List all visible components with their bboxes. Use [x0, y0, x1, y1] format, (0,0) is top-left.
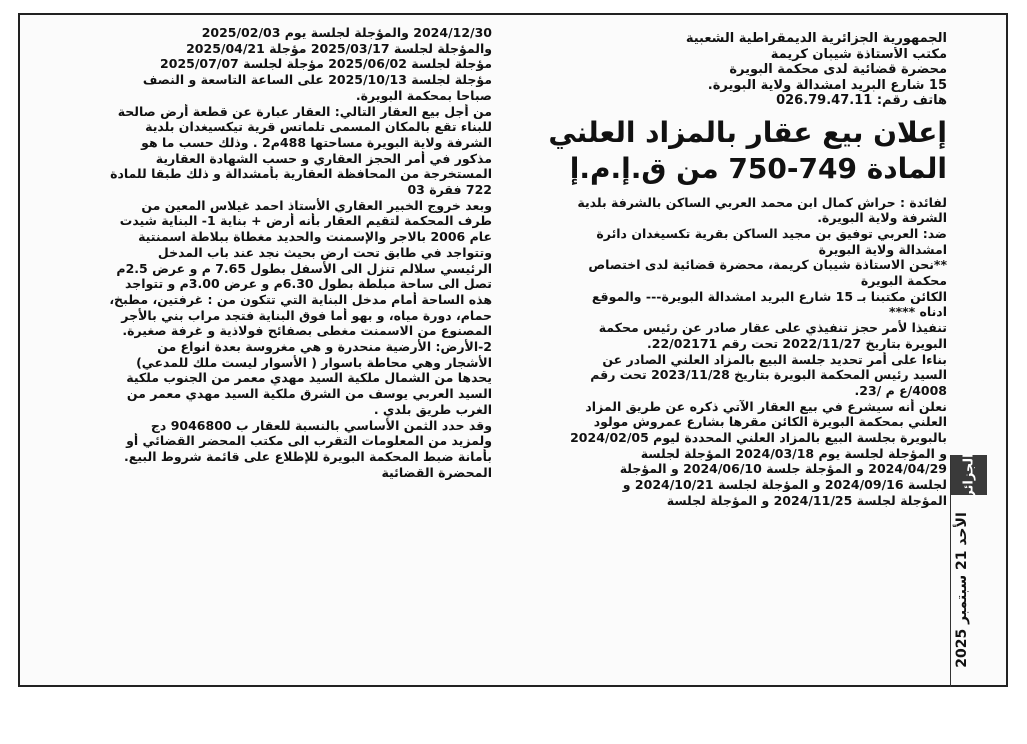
text-line: من أجل بيع العقار التالي: العقار عبارة عن قطعة أرض صالحة [117, 103, 492, 119]
text-line: المصنوع من الاسمنت مغطى بصفائح فولاذية و غرفة صغيرة. [122, 323, 492, 339]
right-column [500, 31, 947, 687]
text-line: مذكور في أمر الحجز العقاري و حسب الشهادة العقارية [155, 150, 492, 166]
text-line: صباحا بمحكمة البويرة. [355, 87, 492, 103]
text-line: المؤجلة لجلسة 2024/11/25 و المؤجلة لجلسة [666, 492, 947, 508]
text-line: 2-الأرض: الأرضية منحدرة و هي مغروسة بعدة انواع من [157, 339, 492, 355]
text-line: نعلن أنه سيشرع في بيع العقار الآتي ذكره عن طريق المزاد [585, 398, 947, 414]
newspaper-side-strip [950, 452, 987, 687]
text-line: لجلسة 2024/09/16 و المؤجلة لجلسة 2024/10/21 و [622, 477, 947, 493]
text-line: والمؤجلة لجلسة 2025/03/17 مؤجلة 2025/04/21 [186, 40, 492, 56]
text-line: ضد: العربي توفيق بن مجيد الساكن بقرية تكسيغدان دائرة [596, 225, 947, 241]
text-line: بالبويرة بجلسة البيع بالمزاد العلني المحددة ليوم 2024/02/05 [570, 430, 947, 446]
notice-subtitle: المادة 749-750 من ق.إ.م.إ [569, 151, 947, 185]
publication-name: الجزائر [961, 452, 977, 498]
text-line: الغرب طريق بلدي . [373, 401, 492, 417]
publication-date: الأحد 21 سبتمبر 2025 [954, 512, 970, 668]
notice-title: إعلان بيع عقار بالمزاد العلني [548, 115, 947, 149]
header-line: محضرة قضائية لدى محكمة البويرة [729, 62, 947, 77]
text-line: العلني بمحكمة البويرة الكائن مقرها بشارع عمروش مولود [593, 414, 947, 430]
text-line: عام 2006 بالاجر والإسمنت والحديد مغطاة ببلاطة اسمنتية [138, 229, 492, 245]
text-line: حمام، دورة مياه، و بهو أما فوق البناية فتجد مراب بني بالأجر [121, 307, 492, 323]
text-line: امشدالة ولاية البويرة [818, 241, 947, 257]
text-line: لفائدة : حراش كمال ابن محمد العربي الساكن بالشرفة بلدية [577, 194, 947, 210]
text-line: 4008/ع م /23. [854, 382, 947, 398]
header-line: هاتف رقم: 026.79.47.11 [776, 93, 947, 108]
header-line: الجمهورية الجزائرية الديمقراطية الشعبية [685, 31, 947, 46]
left-column [26, 25, 492, 685]
text-line: ولمزيد من المعلومات التقرب الى مكتب المحضر القضائي أو [126, 433, 492, 449]
text-line: مؤجلة لجلسة 2025/06/02 مؤجلة لجلسة 2025/07/07 [160, 56, 492, 72]
text-line: هذه الساحة أمام مدخل البناية التي تتكون من : غرفتين، مطبخ، [109, 291, 492, 307]
text-line: المستخرجة من المحافظة العقارية بأمشدالة و ذلك طبقا للمادة [110, 166, 492, 182]
text-line: 2024/12/30 والمؤجلة لجلسة يوم 2025/02/03 [201, 25, 492, 40]
text-line: تنفيذا لأمر حجز تنفيذي على عقار صادر عن رئيس محكمة [598, 320, 947, 336]
text-line: للبناء تقع بالمكان المسمى تلماتس قرية تيكسيغدان بلدية [145, 119, 492, 135]
publication-name-block [951, 452, 987, 498]
text-line: الرئيسي سلالم تنزل الى الأسفل بطول 7.65 م و عرض 2.5م [116, 260, 492, 276]
text-line: وقد حدد الثمن الأساسي بالنسبة للعقار ب 9046800 دج [150, 417, 492, 433]
text-line: البويرة بتاريخ 2022/11/27 تحت رقم 22/02171. [647, 335, 947, 351]
text-line: الكائن مكتبنا بـ 15 شارع البريد امشدالة البويرة--- والموقع [591, 288, 947, 304]
legal-notice-frame [18, 13, 1008, 687]
left-column-body [26, 25, 492, 480]
text-line: الشرفة ولاية البويرة مساحتها 488م2 . وذلك حسب ما هو [141, 134, 492, 150]
text-line: ادناه **** [889, 304, 947, 320]
header-line: مكتب الأستاذة شيبان كريمة [770, 46, 947, 62]
text-line: بأمانة ضبط المحكمة البويرة للإطلاع على قائمة شروط البيع. [124, 448, 492, 464]
text-line: تصل الى ساحة مبلطة بطول 6.30م و عرض 3.00م و تتواجد [125, 276, 492, 292]
header-line: 15 شارع البريد امشدالة ولاية البويرة. [707, 77, 947, 93]
text-line: مؤجلة لجلسة 2025/10/13 على الساعة التاسعة و النصف [142, 72, 492, 88]
text-line: طرف المحكمة لتقيم العقار بأنه أرض + بناية 1- البناية شيدت [119, 213, 492, 229]
text-line: الأشجار وهي محاطة باسوار ( الأسوار ليست ملك للمدعي) [136, 354, 492, 370]
text-line: 2024/04/29 و المؤجلة جلسة 2024/06/10 و المؤجلة [619, 461, 947, 477]
text-line: وتتواجد في طابق تحت ارض بحيث نجد عند باب المدخل [157, 244, 492, 260]
right-column-body [500, 195, 947, 509]
notice-header [500, 31, 947, 109]
text-line: **نحن الاستاذة شيبان كريمة، محضرة قضائية لدى اختصاص [588, 257, 947, 273]
text-line: الشرفة ولاية البويرة. [817, 210, 947, 226]
text-line: يحدها من الشمال ملكية السيد مهدي معمر من الجنوب ملكية [126, 370, 492, 386]
text-line: بناءا على أمر تحديد جلسة البيع بالمزاد العلني الصادر عن [602, 351, 947, 367]
text-line: وبعد خروج الخبير العقاري الأستاذ احمد غيلاس المعين من [141, 197, 492, 213]
text-line: السيد رئيس المحكمة البويرة بتاريخ 2023/11/28 تحت رقم [590, 367, 947, 383]
text-line: محكمة البويرة [860, 273, 947, 289]
text-line: السيد العربي يوسف من الشرق ملكية السيد مهدي معمر من [126, 386, 492, 402]
text-line: و المؤجلة لجلسة يوم 2024/03/18 المؤجلة لجلسة [640, 445, 947, 461]
text-line: 722 فقرة 03 [407, 182, 492, 198]
text-line: المحضرة القضائية [381, 464, 492, 480]
